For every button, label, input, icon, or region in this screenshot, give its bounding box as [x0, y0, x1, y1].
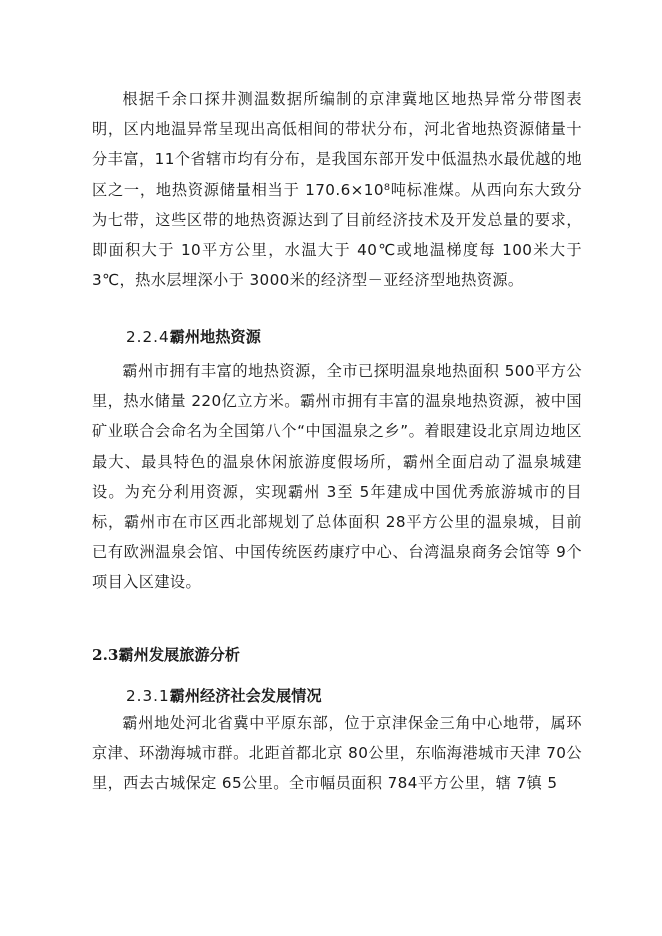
section-heading-2-3-1 [126, 686, 322, 706]
section-title: 霸州经济社会发展情况 [169, 687, 322, 705]
section-title: 霸州地热资源 [169, 328, 261, 346]
section-heading-2-3 [92, 645, 240, 665]
section-number: 2.3 [92, 646, 119, 664]
paragraph-bazhou-economy: 霸州地处河北省冀中平原东部，位于京津保金三角中心地带，属环京津、环渤海城市群。北距首都北京 80公里，东临海港城市天津 70公里，西去古城保定 65公里。全市幅员面积 784平方公里，辖 7镇 5 [92, 714, 582, 793]
section-title: 霸州发展旅游分析 [118, 646, 240, 664]
section-heading-2-2-4 [126, 327, 261, 347]
paragraph-geothermal-overview: 根据千余口探井测温数据所编制的京津冀地区地热异常分带图表明，区内地温异常呈现出高低相间的带状分布，河北省地热资源储量十分丰富，11个省辖市均有分布，是我国东部开发中低温热水最优越的地区之一，地热资源储量相当于 170.6×10⁸吨标准煤。从西向东大致分为七带，这些区带的地热资源达到了目前经济技术及开发总量的要求，即面积大于 10平方公里，水温大于 40℃或地温梯度每 100米大于 3℃，热水层埋深小于 3000米的经济型－亚经济型地热资源。 [92, 90, 582, 290]
section-number: 2.3.1 [126, 687, 170, 705]
section-number: 2.2.4 [126, 328, 170, 346]
paragraph-bazhou-geothermal: 霸州市拥有丰富的地热资源，全市已探明温泉地热面积 500平方公里，热水储量 220亿立方米。霸州市拥有丰富的温泉地热资源，被中国矿业联合会命名为全国第八个“中国温泉之乡”。着眼建设北京周边地区最大、最具特色的温泉休闲旅游度假场所，霸州全面启动了温泉城建设。为充分利用资源，实现霸州 3至 5年建成中国优秀旅游城市的目标，霸州市在市区西北部规划了总体面积 28平方公里的温泉城，目前已有欧洲温泉会馆、中国传统医药康疗中心、台湾温泉商务会馆等 9个项目入区建设。 [92, 362, 582, 592]
